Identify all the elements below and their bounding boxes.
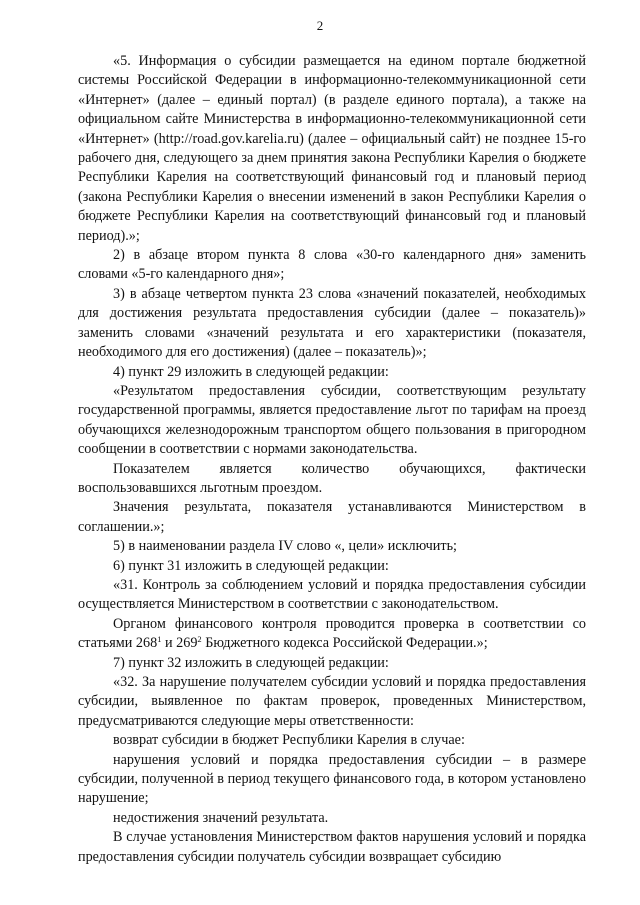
page-number: 2 [316, 18, 324, 33]
paragraph-item-4: 4) пункт 29 изложить в следующей редакции: [113, 363, 389, 380]
paragraph-item-5: 5) в наименовании раздела IV слово «, цели» исключить; [113, 538, 457, 555]
paragraph-item-7: 7) пункт 32 изложить в следующей редакции: [113, 654, 389, 671]
paragraph-values: Значения результата, показателя устанавливаются Министерством в соглашении.»; [78, 499, 586, 535]
control-text-middle: и 269 [161, 635, 198, 652]
paragraph-violation-terms: нарушения условий и порядка предоставления субсидии – в размере субсидии, полученной в период текущего финансового года, в котором установлено нарушение; [78, 751, 586, 807]
control-text-after: Бюджетного кодекса Российской Федерации.»; [201, 635, 488, 652]
paragraph-case-established: В случае установления Министерством фактов нарушения условий и порядка предоставления субсидии получатель субсидии возвращает субсидию [78, 829, 586, 865]
paragraph-item-6: 6) пункт 31 изложить в следующей редакции: [113, 557, 389, 574]
paragraph-indicator: Показателем является количество обучающихся, фактически воспользовавшихся льготным проездом. [78, 460, 586, 496]
superscript-1: 1 [157, 634, 162, 645]
paragraph-item-3: 3) в абзаце четвертом пункта 23 слова «значений показателей, необходимых для достижения результата предоставления субсидии (далее – показатель)» заменить словами «значений результата и его характеристики (показателя, необходимого для его достижения) (далее – показатель)»; [78, 285, 586, 361]
paragraph-31-control: «31. Контроль за соблюдением условий и порядка предоставления субсидии осуществляется Министерством в соответствии с законодательством. [78, 576, 586, 613]
paragraph-refund: возврат субсидии в бюджет Республики Карелия в случае: [113, 732, 465, 749]
paragraph-item-2: 2) в абзаце втором пункта 8 слова «30-го календарного дня» заменить словами «5-го календарного дня»; [78, 247, 586, 283]
paragraph-32-violation: «32. За нарушение получателем субсидии условий и порядка предоставления субсидии, выявленное по фактам проверок, проведенных Министерством, предусматриваются следующие меры ответственности: [78, 674, 586, 729]
document-body [78, 52, 586, 867]
superscript-2: 2 [197, 634, 202, 645]
paragraph-not-achieved: недостижения значений результата. [113, 809, 329, 826]
paragraph-financial-control [78, 615, 586, 654]
paragraph-5-info: «5. Информация о субсидии размещается на едином портале бюджетной системы Российской Федерации в информационно-телекоммуникационной сети «Интернет» (далее – единый портал) (в разделе единого портала), а также на официальном сайте Министерства в информационно-телекоммуникационной сети «Интернет» (http://road.gov.karelia.ru) (далее – официальный сайт) не позднее 15-го рабочего дня, следующего за днем принятия закона Республики Карелия о бюджете Республики Карелия на соответствующий финансовый год и плановый период (закона Республики Карелия о внесении изменений в закон Республики Карелия о бюджете Республики Карелия на соответствующий финансовый год и плановый период).»; [78, 53, 586, 244]
control-text-before: Органом финансового контроля проводится проверка в соответствии со статьями 268 [78, 615, 586, 652]
paragraph-result: «Результатом предоставления субсидии, соответствующим результату государственной программы, является предоставление льгот по тарифам на проезд обучающихся железнодорожным транспортом общего пользования в пригородном сообщении в соответствии с нормами законодательства. [78, 382, 586, 458]
